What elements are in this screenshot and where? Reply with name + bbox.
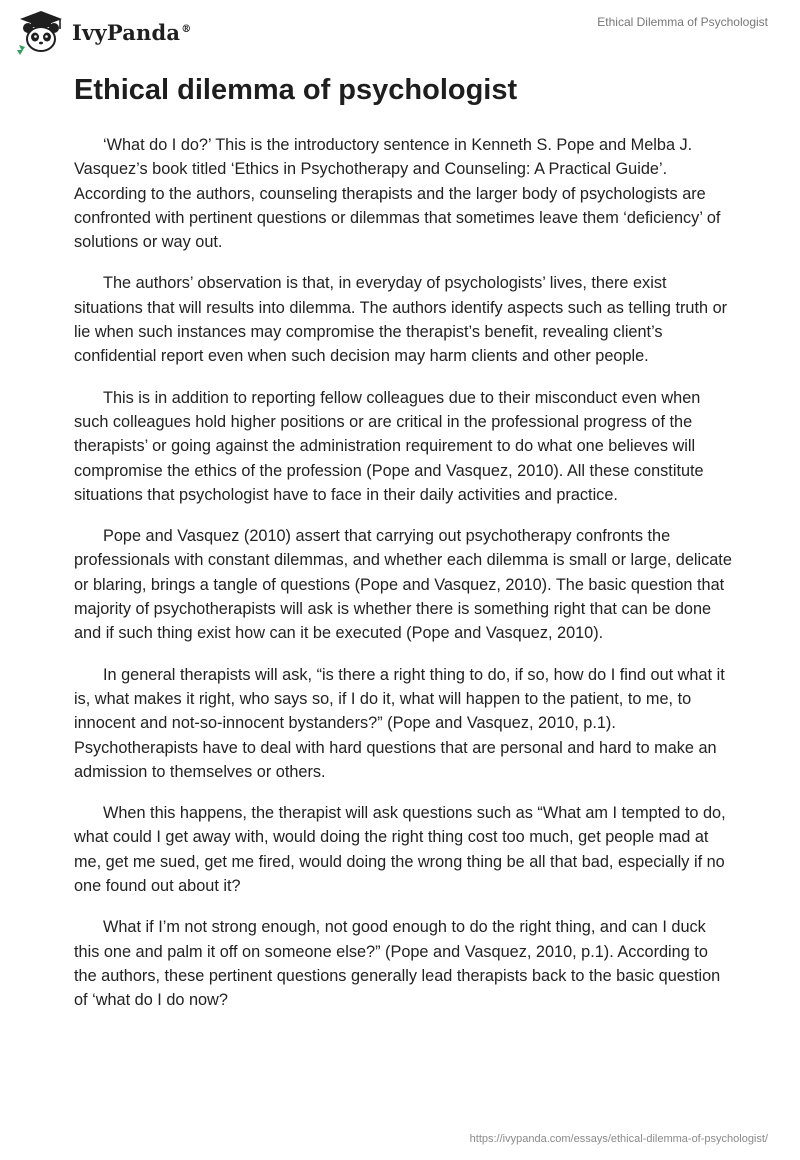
panda-logo-icon (16, 9, 66, 55)
paragraph: ‘What do I do?’ This is the introductory sentence in Kenneth S. Pope and Melba J. Vasquez’s book titled ‘Ethics in Psychotherapy and Counseling: A Practical Guide’. According to the authors, counseling therapists and the larger body of psychologists are confronted with pertinent questions or dilemmas that sometimes leave them ‘deficiency’ of solutions or way out. (74, 136, 721, 252)
paragraph: The authors’ observation is that, in everyday of psychologists’ lives, there exist situations that will results into dilemma. The authors identify aspects such as telling truth or lie when such instances may compromise the therapist’s benefit, revealing client’s confidential report even when such decision may harm clients and other people. (74, 274, 728, 366)
paragraph: This is in addition to reporting fellow colleagues due to their misconduct even when such colleagues hold higher positions or are critical in the professional progress of the therapists’ or going against the administration requirement to do what one believes will compromise the ethics of the profession (Pope and Vasquez, 2010). All these constitute situations that psychologist have to face in their daily activities and practice. (74, 388, 704, 504)
running-header-title: Ethical Dilemma of Psychologist (597, 15, 768, 29)
registered-mark: ® (181, 23, 192, 35)
paragraph: In general therapists will ask, “is there a right thing to do, if so, how do I find out what it is, what makes it right, who says so, if I do it, what will happen to the patient, to me, to innocent and not-so-innocent bystanders?” (Pope and Vasquez, 2010, p.1). Psychotherapists have to deal with hard questions that are personal and hard to make an admission to themselves or others. (74, 665, 725, 781)
paragraph: What if I’m not strong enough, not good enough to do the right thing, and can I duck this one and palm it off on someone else?” (Pope and Vasquez, 2010, p.1). According to the authors, these pertinent questions generally lead therapists back to the basic question of ‘what do I do now? (74, 918, 721, 1010)
page-title: Ethical dilemma of psychologist (74, 74, 518, 106)
footer-url-link[interactable]: https://ivypanda.com/essays/ethical-dilemma-of-psychologist/ (469, 1133, 768, 1145)
brand-logo[interactable] (16, 8, 191, 56)
paragraph: Pope and Vasquez (2010) assert that carrying out psychotherapy confronts the professionals with constant dilemmas, and whether each dilemma is small or large, delicate or blaring, brings a tangle of questions (Pope and Vasquez, 2010). The basic question that majority of psychotherapists will ask is whether there is something right that can be done and if such thing exist how can it be executed (Pope and Vasquez, 2010). (74, 527, 732, 643)
essay-body (74, 133, 734, 1030)
brand-name: IvyPanda® (72, 19, 192, 45)
paragraph: When this happens, the therapist will ask questions such as “What am I tempted to do, what could I get away with, would doing the right thing cost too much, get people mad at me, get me sued, get me fired, would doing the wrong thing be all that bad, especially if no one found out about it? (74, 804, 726, 896)
